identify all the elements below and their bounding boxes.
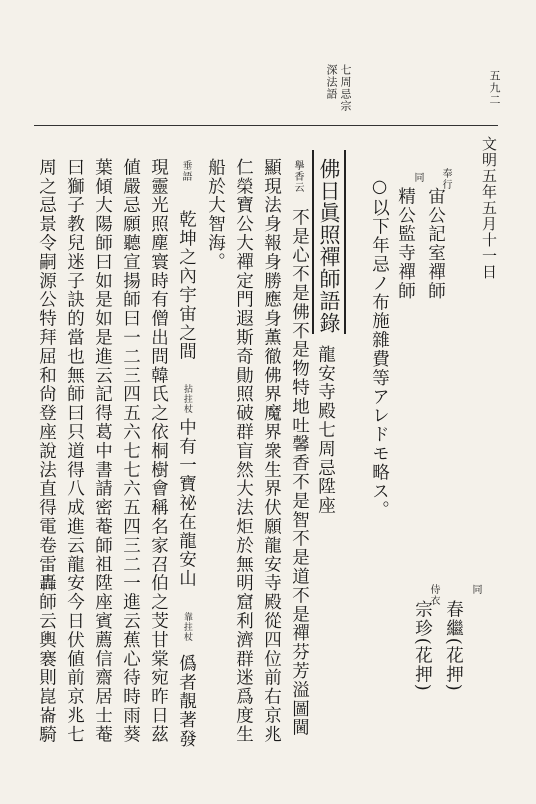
- attendant-name-2: 宗珍(花押): [412, 600, 433, 693]
- text-line-6: 現靈光照塵寰時有僧出問韓氏之依桐樹會稱名家召伯之芠甘棠宛昨日茲: [148, 158, 169, 744]
- running-title-line-1: 七周忌宗: [339, 64, 352, 112]
- text-line-3: 仁榮寶公大禪定門遐斯奇勛照破群盲然大法炬於無明窟利濟群迷爲度生: [233, 158, 254, 744]
- omission-note: ○以下年忌ノ布施雜費等アレドモ略ス。: [369, 177, 390, 520]
- role-jie: 侍衣: [428, 584, 439, 606]
- text-line-2: 顯現法身報身勝應身薫徹佛界魔界衆生界伏願龍安寺殿從四位前右京兆: [261, 158, 282, 744]
- header-rule: [34, 125, 498, 126]
- text-line-1: 不是心不是佛不是物特地吐馨香不是智不是道不是禪芬芳溢圖閫: [289, 208, 310, 738]
- role-same-1: 同: [412, 172, 423, 183]
- text-title: 佛日眞照禪師語錄: [317, 158, 341, 334]
- officiant-name-2: 精公監寺禪師: [395, 187, 416, 301]
- inline-note-1: 拈拄杖: [182, 384, 192, 414]
- ritual-label-incense: 擧香云: [292, 160, 303, 193]
- document-date: 文明五年五月十一日: [480, 136, 498, 280]
- text-line-10: 周之忌景令嗣源公特拜屈和尙登座說法直得電卷雷轟師云輿褰則崑崙騎: [36, 158, 57, 744]
- text-line-4: 船於大智海。: [205, 158, 226, 272]
- running-title-line-2: 深法語: [325, 64, 338, 100]
- role-bugyo: 奉行: [440, 168, 451, 190]
- text-line-8: 葉傾大陽師曰如是如是進云記得葛中書請密菴師祖陞座賓薦信齋居士菴: [92, 158, 113, 744]
- inline-note-2: 靠拄杖: [182, 612, 192, 642]
- text-line-5b: 中有一寶祕在龍安山: [176, 418, 197, 589]
- text-line-5a: 乾坤之內宇宙之間: [176, 210, 197, 362]
- ritual-label-sugo: 垂語: [180, 160, 191, 182]
- text-line-7: 値嚴忌願聽宣揚師曰一二三四五六七七六五四三二一進云蕉心待時雨葵: [120, 158, 141, 744]
- role-same-2: 同: [470, 584, 481, 595]
- text-line-5c: 僞者靚著發: [176, 654, 197, 749]
- text-subtitle: 龍安寺殿七周忌陞座: [315, 345, 336, 516]
- text-line-9: 曰獅子教兒迷子訣的當也無師曰只道得八成進云龍安今日伏値前京兆七: [64, 158, 85, 744]
- page-number: 五九二: [488, 70, 501, 106]
- officiant-name-1: 宙公記室禪師: [425, 187, 446, 301]
- attendant-name-1: 春繼(花押): [443, 600, 464, 693]
